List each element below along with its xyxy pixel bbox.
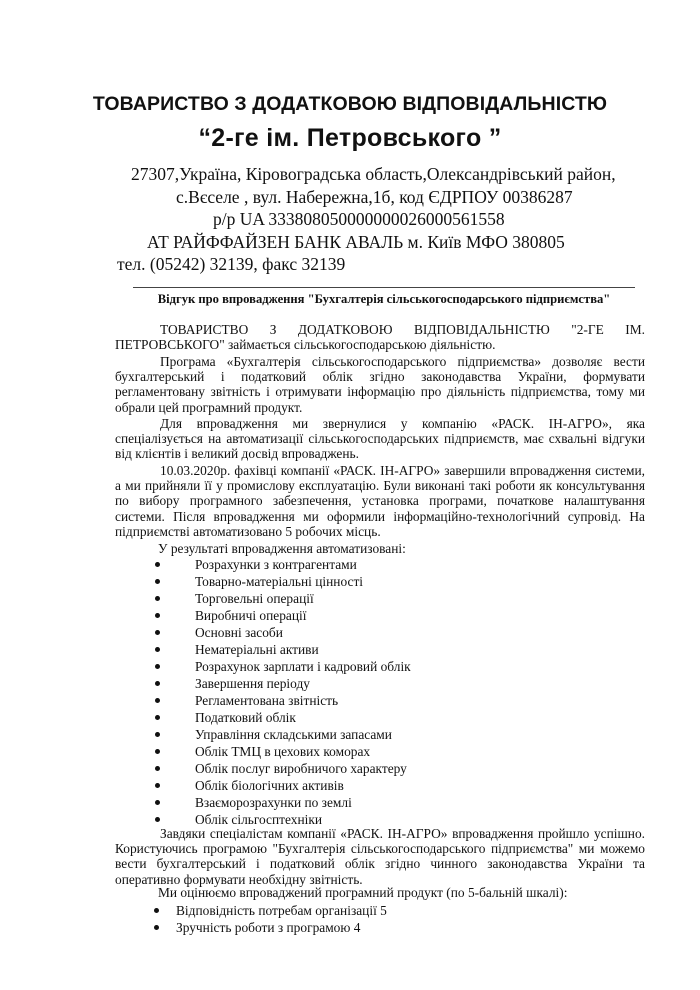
address-line-1: 27307,Україна, Кіровоградська область,Олександрівський район, [131,164,616,184]
bullet-icon [155,732,160,737]
conclusion-paragraph: Завдяки спеціалістам компанії «РАСК. ІН-АГРО» впровадження пройшло успішно. Користуючись програмою "Бухгалтерія сільськогосподарського підприємства" ми можемо вести бухгалтерський і податковий облік згідно чинного законодавства України та оперативно формувати необхідну звітність. [115,826,645,887]
bullet-icon [154,908,159,913]
bullet-icon [155,681,160,686]
bullet-icon [155,630,160,635]
company-name: “2-ге ім. Петровського ” [198,124,502,152]
bullet-icon [155,664,160,669]
bullet-icon [155,698,160,703]
automated-intro: У результаті впровадження автоматизовані: [158,541,406,556]
letter-page: ТОВАРИСТВО З ДОДАТКОВОЮ ВІДПОВІДАЛЬНІСТЮ “2-ге ім. Петровського ” 27307,Україна, Кіровоградська область,Олександрівський район, с.Вєселе , вул. Набережна,1б, код ЄДРПОУ 00386287 р/р UA 333808050000000026000561558 АТ РАЙФФАЙЗЕН БАНК АВАЛЬ м. Київ МФО 380805 тел. (05242) 32139, факс 32139 Відгук про впровадження "Бухгалтерія сільськогосподарського підприємства" ТОВАРИСТВО З ДОДАТКОВОЮ ВІДПОВІДАЛЬНІСТЮ "2-ГЕ ІМ. ПЕТРОВСЬКОГО" займається сільськогосподарською діяльністю. Програма «Бухгалтерія сільськогосподарського підприємства» дозволяє вести бухгалтерський і податковий облік згідно законодавства України, формувати регламентовану звітність і отримувати інформацію про діяльність підприємства, тому ми обрали цей програмний продукт. Для впровадження ми звернулися у компанію «РАСК. ІН-АГРО», яка спеціалізується на автоматизації сільськогосподарських підприємств, має схвальні відгуки від клієнтів і великий досвід впроваджень. 10.03.2020р. фахівці компанії «РАСК. ІН-АГРО» завершили впровадження системи, а ми прийняли її у промислову експлуатацію. Були виконані такі роботи як консультування по вибору програмного забезпечення, установка програми, початкове налаштування системи. Після впровадження ми оформили інформаційно-технологічний супровід. На підприємстві автоматизовано 5 робочих місць. У результаті впровадження автоматизовані: Розрахунки з контрагентами Товарно-матеріальні цінності Торговельні операції Виробничі операції Основні засоби Нематеріальні активи Розрахунок зарплати і кадровий облік Завершення періоду Регламентована звітність Податковий облік Управління складськими запасами Облік ТМЦ в цехових коморах Облік послуг виробничого характеру Облік біологічних активів Взаєморозрахунки по землі Облік сільгосптехніки Завдяки спеціалістам компанії «РАСК. ІН-АГРО» впровадження пройшло успішно. Користуючись програмою "Бухгалтерія сільськогосподарського підприємства" ми можемо вести бухгалтерський і податковий облік згідно чинного законодавства України та оперативно формувати необхідну звітність. Ми оцінюємо впроваджений програмний продукт (по 5-бальній шкалі): Відповідність потребам організації 5 Зручність роботи з програмою 4 [0,0,700,990]
bank-name-line: АТ РАЙФФАЙЗЕН БАНК АВАЛЬ м. Київ МФО 380805 [147,232,565,252]
bullet-icon [155,613,160,618]
bullet-icon [155,749,160,754]
bullet-icon [154,925,159,930]
bullet-icon [155,817,160,822]
bullet-icon [155,766,160,771]
bank-account-line: р/р UA 333808050000000026000561558 [213,209,505,229]
bullet-icon [155,579,160,584]
bullet-icon [155,715,160,720]
bullet-icon [155,783,160,788]
bullet-icon [155,800,160,805]
vendor-paragraph: Для впровадження ми звернулися у компанію «РАСК. ІН-АГРО», яка спеціалізується на автоматизації сільськогосподарських підприємств, має схвальні відгуки від клієнтів і великий досвід впроваджень. [115,416,645,462]
implementation-paragraph: 10.03.2020р. фахівці компанії «РАСК. ІН-АГРО» завершили впровадження системи, а ми прийняли її у промислову експлуатацію. Були виконані такі роботи як консультування по вибору програмного забезпечення, установка програми, початкове налаштування системи. Після впровадження ми оформили інформаційно-технологічний супровід. На підприємстві автоматизовано 5 робочих місць. [115,463,645,539]
address-line-2: с.Вєселе , вул. Набережна,1б, код ЄДРПОУ 00386287 [176,187,573,207]
phone-fax-line: тел. (05242) 32139, факс 32139 [117,254,346,274]
bullet-icon [155,596,160,601]
header-divider [133,287,635,288]
document-title: Відгук про впровадження "Бухгалтерія сільськогосподарського підприємства" [157,292,611,306]
company-legal-form: ТОВАРИСТВО З ДОДАТКОВОЮ ВІДПОВІДАЛЬНІСТЮ [92,93,608,115]
intro-paragraph: ТОВАРИСТВО З ДОДАТКОВОЮ ВІДПОВІДАЛЬНІСТЮ "2-ГЕ ІМ. ПЕТРОВСЬКОГО" займається сільськогосподарською діяльністю. [115,322,645,353]
program-paragraph: Програма «Бухгалтерія сільськогосподарського підприємства» дозволяє вести бухгалтерський і податковий облік згідно законодавства України, формувати регламентовану звітність і отримувати інформацію про діяльність підприємства, тому ми обрали цей програмний продукт. [115,354,645,415]
rating-intro: Ми оцінюємо впроваджений програмний продукт (по 5-бальній шкалі): [158,885,568,900]
bullet-icon [155,562,160,567]
bullet-icon [155,647,160,652]
